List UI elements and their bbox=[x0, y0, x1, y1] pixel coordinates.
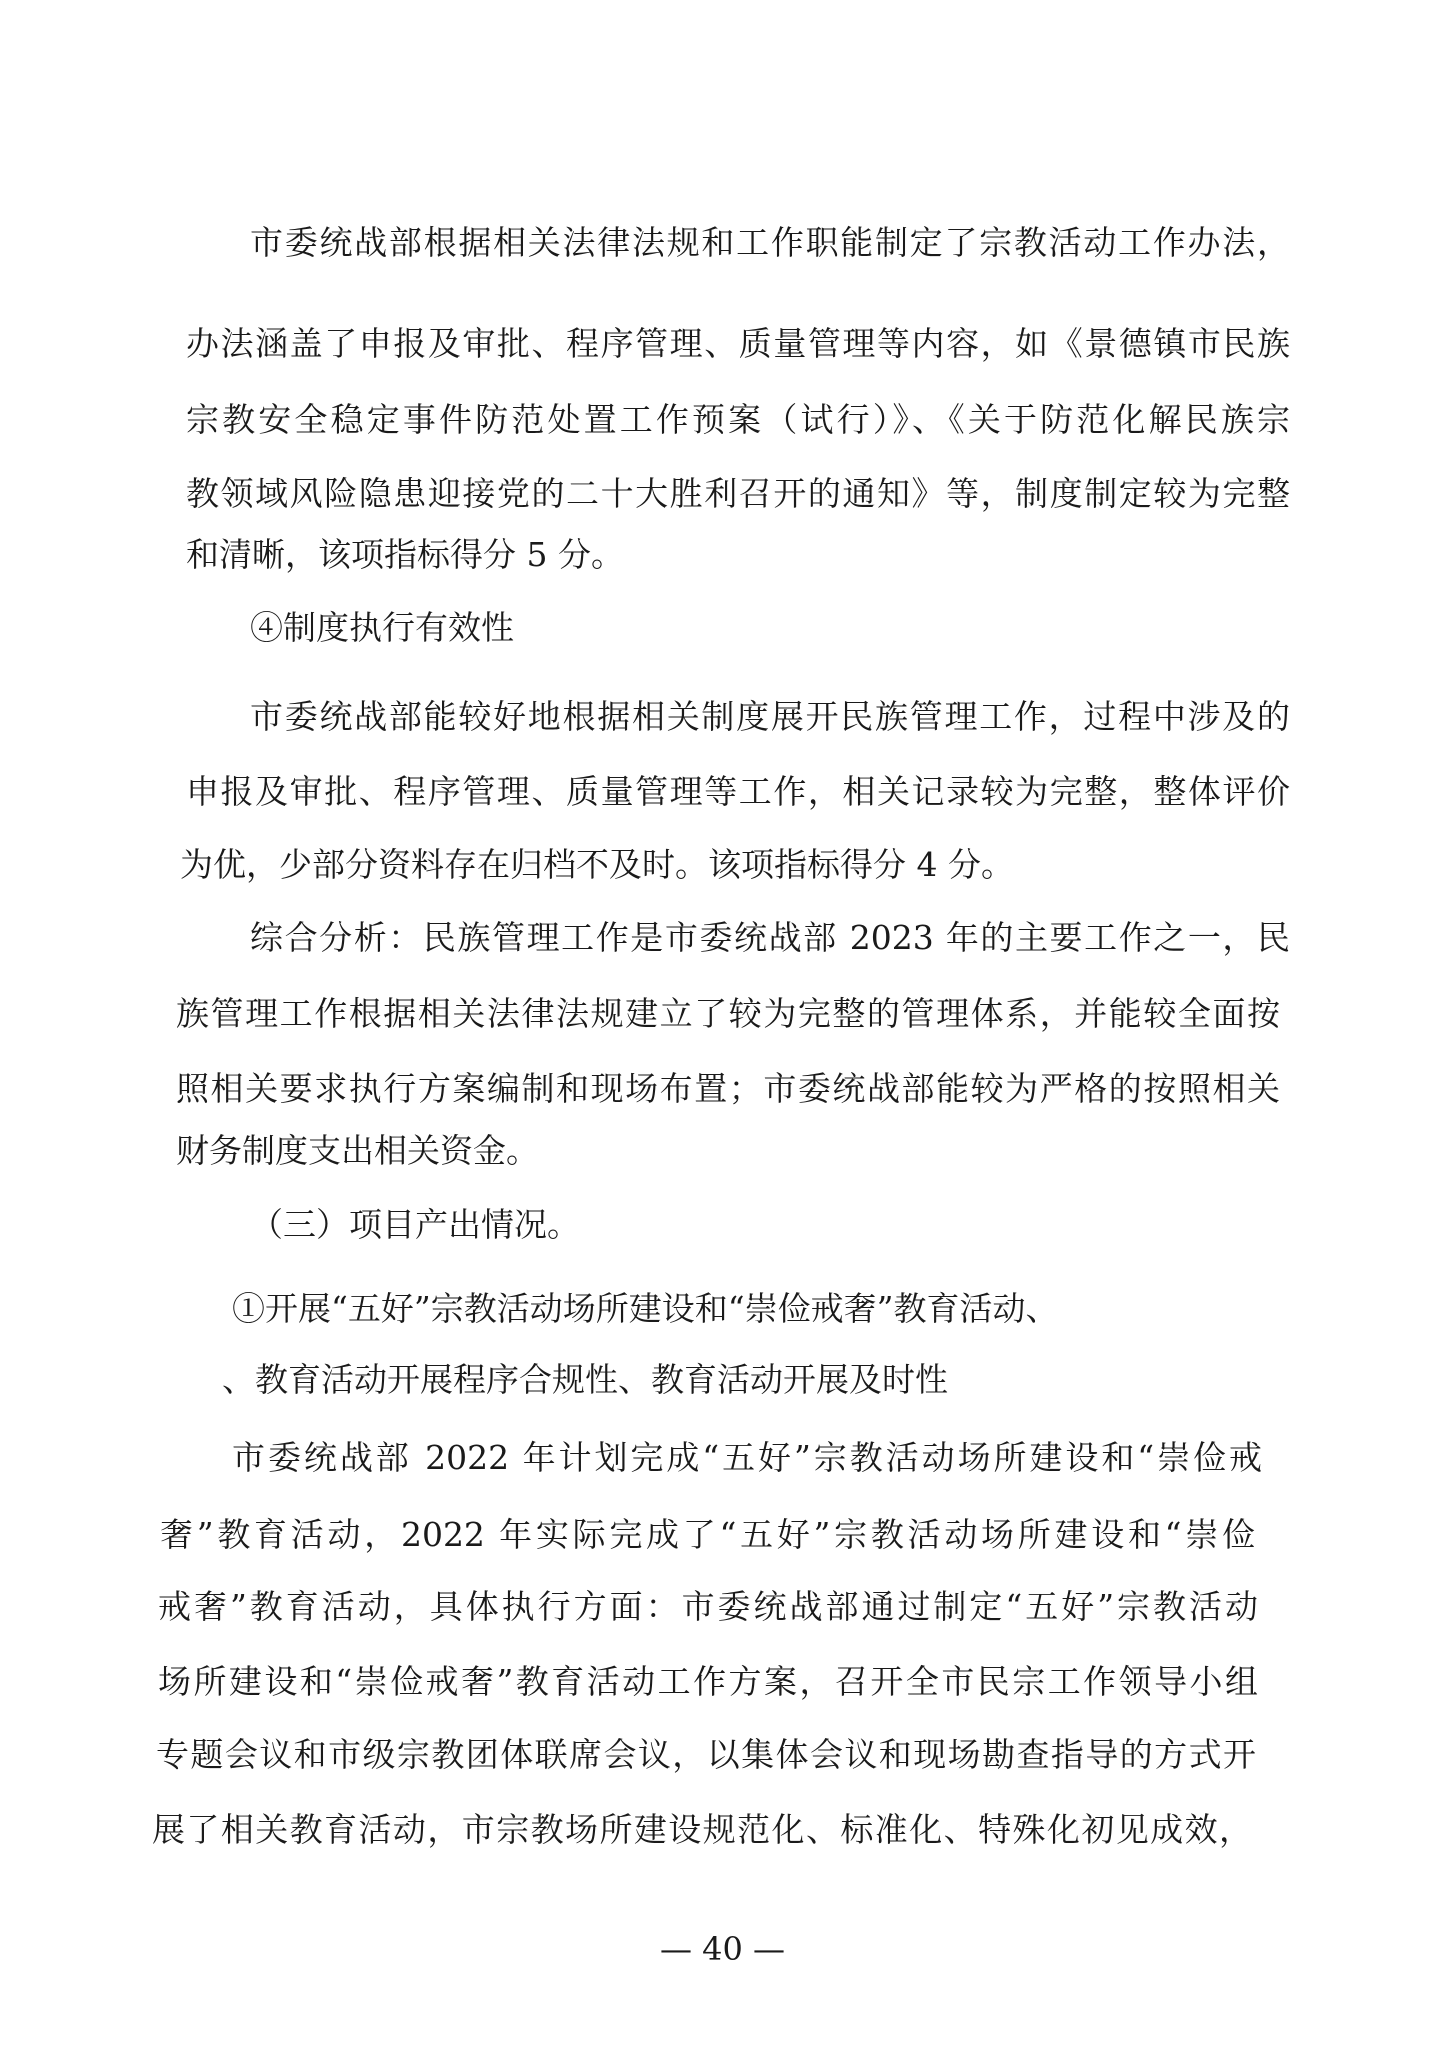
section-heading: 、教育活动开展程序合规性、教育活动开展及时性 bbox=[222, 1360, 948, 1399]
paragraph-line: 市委统战部根据相关法律法规和工作职能制定了宗教活动工作办法， bbox=[250, 223, 1290, 262]
paragraph-line: 办法涵盖了申报及审批、程序管理、质量管理等内容，如《景德镇市民族 bbox=[186, 324, 1290, 363]
paragraph-line: 照相关要求执行方案编制和现场布置；市委统战部能较为严格的按照相关 bbox=[176, 1069, 1280, 1108]
paragraph-line: 戒奢”教育活动，具体执行方面：市委统战部通过制定“五好”宗教活动 bbox=[158, 1587, 1258, 1626]
page-number: — 40 — bbox=[659, 1930, 786, 1968]
paragraph-line: 教领域风险隐患迎接党的二十大胜利召开的通知》等，制度制定较为完整 bbox=[186, 474, 1290, 513]
paragraph-line: 场所建设和“崇俭戒奢”教育活动工作方案，召开全市民宗工作领导小组 bbox=[158, 1662, 1258, 1701]
paragraph-line: 专题会议和市级宗教团体联席会议，以集体会议和现场勘查指导的方式开 bbox=[156, 1735, 1256, 1774]
paragraph-line: 族管理工作根据相关法律法规建立了较为完整的管理体系，并能较全面按 bbox=[176, 994, 1280, 1033]
paragraph-line: 市委统战部能较好地根据相关制度展开民族管理工作，过程中涉及的 bbox=[250, 697, 1290, 736]
paragraph-line: 综合分析：民族管理工作是市委统战部 2023 年的主要工作之一，民 bbox=[250, 918, 1290, 957]
paragraph-line: 宗教安全稳定事件防范处置工作预案（试行）》、《关于防范化解民族宗 bbox=[186, 400, 1290, 439]
paragraph-line: 市委统战部 2022 年计划完成“五好”宗教活动场所建设和“崇俭戒 bbox=[232, 1438, 1262, 1477]
paragraph-line: 申报及审批、程序管理、质量管理等工作，相关记录较为完整，整体评价 bbox=[186, 772, 1290, 811]
paragraph-line: 为优，少部分资料存在归档不及时。该项指标得分 4 分。 bbox=[180, 845, 1014, 884]
section-heading: ④制度执行有效性 bbox=[250, 608, 514, 647]
section-heading: （三）项目产出情况。 bbox=[250, 1205, 580, 1244]
paragraph-line: 奢”教育活动，2022 年实际完成了“五好”宗教活动场所建设和“崇俭 bbox=[160, 1515, 1255, 1554]
paragraph-line: 和清晰，该项指标得分 5 分。 bbox=[186, 535, 624, 574]
paragraph-line: 展了相关教育活动，市宗教场所建设规范化、标准化、特殊化初见成效， bbox=[152, 1810, 1252, 1849]
paragraph-line: 财务制度支出相关资金。 bbox=[176, 1131, 539, 1170]
section-heading: ①开展“五好”宗教活动场所建设和“崇俭戒奢”教育活动、 bbox=[232, 1289, 1059, 1328]
